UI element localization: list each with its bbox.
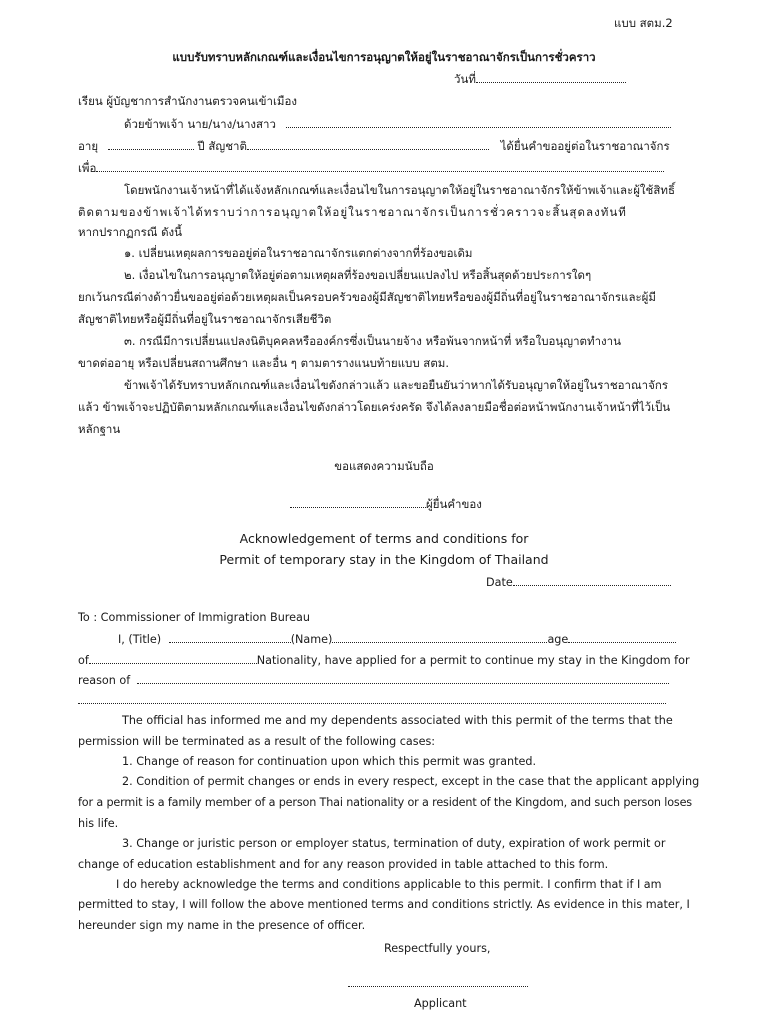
english-reason-row2 xyxy=(78,693,666,708)
english-para2-line1: I do hereby acknowledge the terms and conditions applicable to this permit. I confirm that if I am xyxy=(116,878,662,891)
english-reason-field[interactable] xyxy=(137,673,669,684)
english-item3-line2: change of education establishment and for any reason provided in table attached to this form. xyxy=(78,858,609,871)
thai-name-row xyxy=(124,117,671,131)
english-nationality-text: Nationality, have applied for a permit to continue my stay in the Kingdom for xyxy=(256,654,690,667)
english-name-field[interactable] xyxy=(332,632,547,643)
thai-applicant-label: ผู้ยื่นคำของ xyxy=(426,497,482,511)
english-para1-line1: The official has informed me and my dependents associated with this permit of the terms that the xyxy=(122,714,673,727)
english-title-line1: Acknowledgement of terms and conditions for xyxy=(239,531,529,546)
thai-applied-label: ได้ยื่นคำขออยู่ต่อในราชอาณาจักร xyxy=(500,139,670,153)
english-name-label: (Name) xyxy=(290,633,333,646)
thai-purpose-field[interactable] xyxy=(96,161,664,172)
english-title-line2: Permit of temporary stay in the Kingdom of Thailand xyxy=(219,552,549,567)
form-code: แบบ สตม.2 xyxy=(614,16,673,30)
english-signature-row xyxy=(348,976,528,991)
thai-item3-line1: ๓. กรณีมีการเปลี่ยนแปลงนิติบุคคลหรือองค์กรซึ่งเป็นนายจ้าง หรือพ้นจากหน้าที่ หรือใบอนุญาตทำงาน xyxy=(124,334,621,348)
thai-para2-line2: แล้ว ข้าพเจ้าจะปฏิบัติตามหลักเกณฑ์และเงื่อนไขดังกล่าวโดยเคร่งครัด จึงได้ลงลายมือชื่อต่อหน้าพนักงานเจ้าหน้าที่ไว้เป็น xyxy=(78,400,671,414)
thai-date-row xyxy=(454,72,626,86)
thai-signature-row xyxy=(290,497,482,511)
thai-para1-line3: หากปรากฏกรณี ดังนี้ xyxy=(78,225,183,239)
english-item1: 1. Change of reason for continuation upon which this permit was granted. xyxy=(122,755,537,768)
english-date-row xyxy=(486,575,671,590)
thai-signature-field[interactable] xyxy=(290,497,426,508)
thai-date-field[interactable] xyxy=(476,72,626,83)
thai-para2-line3: หลักฐาน xyxy=(78,422,121,436)
thai-para1-line1: โดยพนักงานเจ้าหน้าที่ได้แจ้งหลักเกณฑ์และเงื่อนไขในการอนุญาตให้อยู่ในราชอาณาจักรให้ข้าพเจ้าและผู้ใช้สิทธิ์ xyxy=(124,183,675,197)
english-of-label: of xyxy=(78,654,89,667)
english-age-field[interactable] xyxy=(568,632,676,643)
thai-name-field[interactable] xyxy=(286,117,671,128)
english-para2-line2: permitted to stay, I will follow the above mentioned terms and conditions strictly. As evidence in this mater, I xyxy=(78,898,690,911)
english-para1-line2: permission will be terminated as a result of the following cases: xyxy=(78,735,436,748)
thai-nationality-field[interactable] xyxy=(247,139,489,150)
english-reason-field-2[interactable] xyxy=(78,693,666,704)
english-reason-label: reason of xyxy=(78,674,131,687)
thai-purpose-row xyxy=(78,161,664,175)
thai-para1-line2: ติดตามของข้าพเจ้าได้ทราบว่าการอนุญาตให้อยู่ในราชอาณาจักรเป็นการชั่วคราวจะสิ้นสุดลงทันที xyxy=(78,205,627,219)
thai-title: แบบรับทราบหลักเกณฑ์และเงื่อนไขการอนุญาตให้อยู่ในราชอาณาจักรเป็นการชั่วคราว xyxy=(172,50,596,64)
thai-item1: ๑. เปลี่ยนเหตุผลการขออยู่ต่อในราชอาณาจักรแตกต่างจากที่ร้องขอเดิม xyxy=(124,246,473,260)
english-to-line: To : Commissioner of Immigration Bureau xyxy=(78,611,310,624)
thai-name-label: ด้วยข้าพเจ้า นาย/นาง/นางสาว xyxy=(124,117,276,131)
english-item2-line1: 2. Condition of permit changes or ends in every respect, except in the case that the applicant applying xyxy=(122,775,700,788)
english-name-row xyxy=(118,632,676,647)
thai-age-row xyxy=(78,139,670,153)
thai-para2-line1: ข้าพเจ้าได้รับทราบหลักเกณฑ์และเงื่อนไขดังกล่าวแล้ว และขอยืนยันว่าหากได้รับอนุญาตให้อยู่ในราชอาณาจักร xyxy=(124,378,669,392)
thai-item2-line3: สัญชาติไทยหรือผู้มีถิ่นที่อยู่ในราชอาณาจักรเสียชีวิต xyxy=(78,312,332,326)
english-reason-row xyxy=(78,673,669,688)
thai-respect: ขอแสดงความนับถือ xyxy=(334,459,434,473)
english-para2-line3: hereunder sign my name in the presence of officer. xyxy=(78,919,366,932)
english-title-label: I, (Title) xyxy=(118,633,162,646)
thai-item2-line2: ยกเว้นกรณีต่างด้าวยื่นขออยู่ต่อด้วยเหตุผลเป็นครอบครัวของผู้มีสัญชาติไทยหรือของผู้มีถิ่นที่อยู่ในราชอาณาจักรและผู้มี xyxy=(78,290,657,304)
thai-to-line: เรียน ผู้บัญชาการสำนักงานตรวจคนเข้าเมือง xyxy=(78,94,297,108)
thai-year-label: ปี สัญชาติ xyxy=(197,139,247,153)
thai-item3-line2: ขาดต่ออายุ หรือเปลี่ยนสถานศึกษา และอื่น ๆ ตามตารางแนบท้ายแบบ สตม. xyxy=(78,356,450,370)
english-age-label: age xyxy=(547,633,569,646)
english-item2-line3: his life. xyxy=(78,817,119,830)
english-signature-field[interactable] xyxy=(348,976,528,987)
thai-age-field[interactable] xyxy=(108,139,194,150)
thai-for-label: เพื่อ xyxy=(78,161,97,175)
thai-date-label: วันที่ xyxy=(454,72,476,86)
english-item2-line2: for a permit is a family member of a person Thai nationality or a resident of the Kingdom, and such person loses xyxy=(78,796,692,809)
english-nationality-field[interactable] xyxy=(89,653,257,664)
english-respect: Respectfully yours, xyxy=(384,942,491,955)
english-applicant-label: Applicant xyxy=(414,997,467,1010)
thai-item2-line1: ๒. เงื่อนไขในการอนุญาตให้อยู่ต่อตามเหตุผลที่ร้องขอเปลี่ยนแปลงไป หรือสิ้นสุดด้วยประการใดๆ xyxy=(124,268,592,282)
english-nationality-row xyxy=(78,653,690,668)
english-item3-line1: 3. Change or juristic person or employer status, termination of duty, expiration of work permit or xyxy=(122,837,666,850)
english-title-field[interactable] xyxy=(169,632,291,643)
english-date-field[interactable] xyxy=(513,575,671,586)
thai-age-label: อายุ xyxy=(78,139,99,153)
english-date-label: Date xyxy=(486,576,513,589)
